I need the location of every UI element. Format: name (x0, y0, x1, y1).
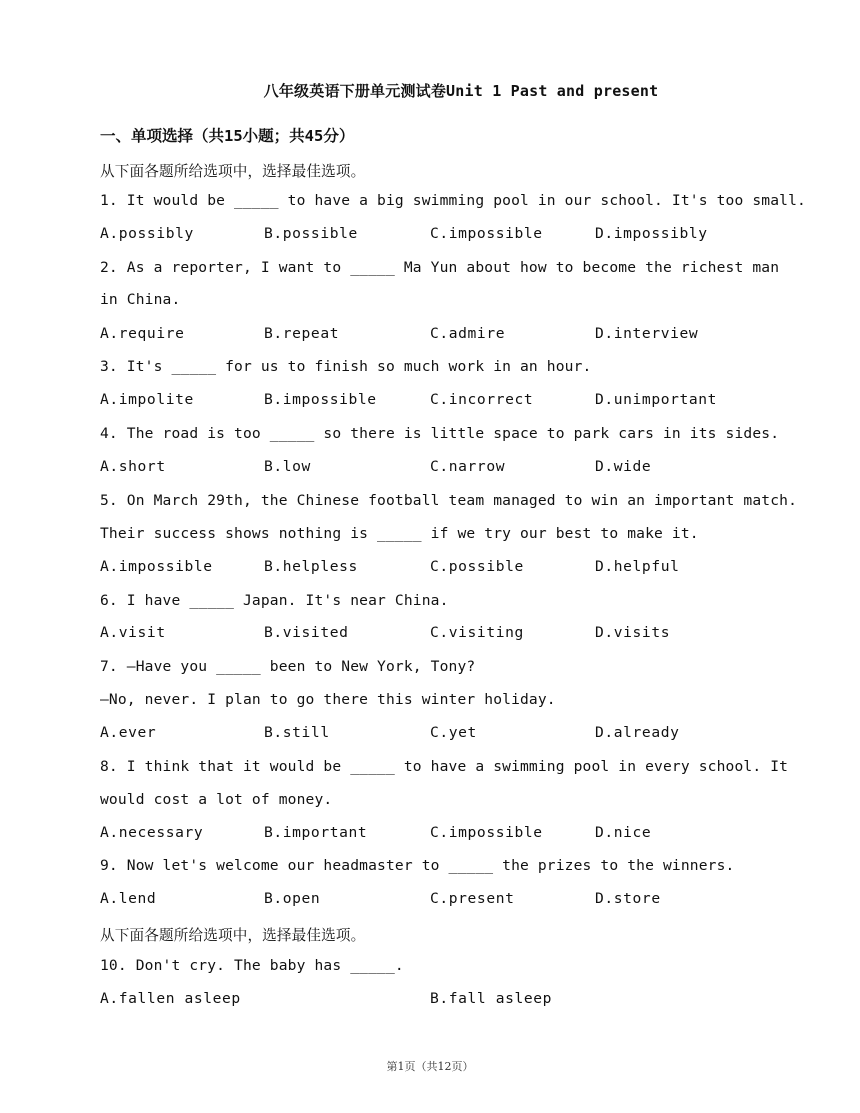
question-2-option-c: C.admire (430, 325, 506, 342)
question-3-option-b: B.impossible (264, 391, 377, 408)
question-2-option-a: A.require (100, 325, 185, 342)
instruction-text-2: 从下面各题所给选项中，选择最佳选项。 (100, 927, 366, 944)
question-6-option-d: D.visits (595, 624, 671, 641)
question-10-option-a: A.fallen asleep (100, 990, 241, 1007)
question-7-text: 7. —Have you _____ been to New York, Tony? (100, 658, 476, 675)
question-4-option-b: B.low (264, 458, 311, 475)
question-1-option-a: A.possibly (100, 225, 194, 242)
question-8-option-d: D.nice (595, 824, 652, 841)
question-6-option-c: C.visiting (430, 624, 524, 641)
question-3-text: 3. It's _____ for us to finish so much work in an hour. (100, 358, 592, 375)
question-9-option-a: A.lend (100, 890, 157, 907)
question-8-option-c: C.impossible (430, 824, 543, 841)
section-heading: 一、单项选择（共15小题；共45分） (100, 127, 355, 145)
question-10-option-b: B.fall asleep (430, 990, 553, 1007)
question-5-option-b: B.helpless (264, 558, 358, 575)
question-5-option-d: D.helpful (595, 558, 680, 575)
question-1-text: 1. It would be _____ to have a big swimming pool in our school. It's too small. (100, 192, 806, 209)
question-7-option-c: C.yet (430, 724, 477, 741)
question-7-option-d: D.already (595, 724, 680, 741)
question-3-option-a: A.impolite (100, 391, 194, 408)
question-2-text: 2. As a reporter, I want to _____ Ma Yun about how to become the richest man (100, 259, 780, 276)
question-7-option-b: B.still (264, 724, 330, 741)
question-1-option-c: C.impossible (430, 225, 543, 242)
question-2-option-b: B.repeat (264, 325, 340, 342)
question-5-text: 5. On March 29th, the Chinese football team managed to win an important match. (100, 492, 798, 509)
question-8-text: 8. I think that it would be _____ to have a swimming pool in every school. It (100, 758, 789, 775)
question-8-option-b: B.important (264, 824, 368, 841)
question-1-option-b: B.possible (264, 225, 358, 242)
question-1-option-d: D.impossibly (595, 225, 708, 242)
question-9-option-b: B.open (264, 890, 321, 907)
question-5-option-c: C.possible (430, 558, 524, 575)
question-6-option-a: A.visit (100, 624, 166, 641)
instruction-text: 从下面各题所给选项中，选择最佳选项。 (100, 163, 366, 180)
document-title: 八年级英语下册单元测试卷Unit 1 Past and present (263, 82, 659, 100)
question-9-option-d: D.store (595, 890, 661, 907)
question-2-option-d: D.interview (595, 325, 699, 342)
page-footer: 第1页（共12页） (386, 1060, 474, 1073)
question-6-text: 6. I have _____ Japan. It's near China. (100, 592, 449, 609)
question-3-option-d: D.unimportant (595, 391, 718, 408)
question-3-option-c: C.incorrect (430, 391, 534, 408)
question-6-option-b: B.visited (264, 624, 349, 641)
question-4-option-c: C.narrow (430, 458, 506, 475)
question-8-option-a: A.necessary (100, 824, 204, 841)
question-9-option-c: C.present (430, 890, 515, 907)
question-4-option-d: D.wide (595, 458, 652, 475)
question-9-text: 9. Now let's welcome our headmaster to _____ the prizes to the winners. (100, 857, 735, 874)
question-7-text-cont: —No, never. I plan to go there this winter holiday. (100, 691, 556, 708)
question-10-text: 10. Don't cry. The baby has _____. (100, 957, 404, 974)
question-5-text-cont: Their success shows nothing is _____ if we try our best to make it. (100, 525, 699, 542)
question-8-text-cont: would cost a lot of money. (100, 791, 333, 808)
question-4-option-a: A.short (100, 458, 166, 475)
question-7-option-a: A.ever (100, 724, 157, 741)
question-4-text: 4. The road is too _____ so there is little space to park cars in its sides. (100, 425, 780, 442)
question-5-option-a: A.impossible (100, 558, 213, 575)
question-2-text-cont: in China. (100, 291, 181, 308)
